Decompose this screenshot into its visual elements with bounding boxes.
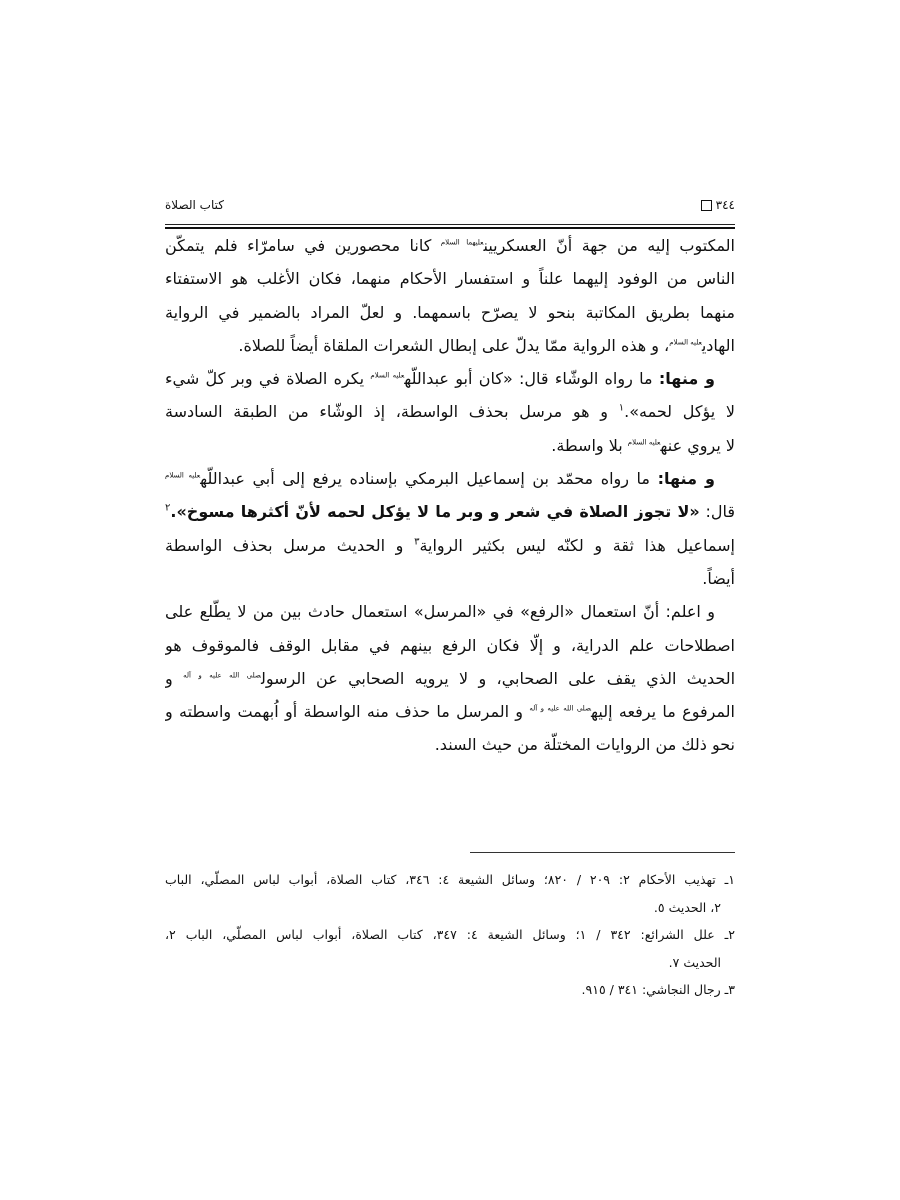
footnote-ref: ٣ [414,536,420,548]
footnote-ref: ١ [618,403,625,415]
text-segment: الناس من الوفود إليهما علناً و استفسار الأحكام منهما، فكان الأغلب هو الاستفتاء [165,269,735,289]
footnote-line: ١ـ تهذيب الأحكام ٢: ٢٠٩ / ٨٢٠؛ وسائل الشيعة ٤: ٣٤٦، كتاب الصلاة، أبواب لباس المصلّي، الباب [165,872,735,887]
honorific-symbol: عليه السلام [627,438,661,447]
text-line [165,329,735,362]
text-line [165,662,735,695]
text-line [165,429,735,462]
text-segment: أيضاً. [702,568,735,588]
text-segment: ما رواه الوشّاء قال: «كان أبو عبداللّه [404,369,659,389]
footnote-line: ٢ـ علل الشرائع: ٣٤٢ / ١؛ وسائل الشيعة ٤: ٣٤٧، كتاب الصلاة، أبواب لباس المصلّي، الباب ٢، [165,927,735,942]
text-segment: و المرسل ما حذف منه الواسطة أو اُبهمت واسطته و [165,702,530,722]
text-segment: الحديث الذي يقف على الصحابي، و لا يرويه الصحابي عن الرسول [260,668,735,688]
honorific-symbol: عليه السلام [165,471,201,480]
footnote-line: الحديث ٧. [668,954,721,970]
text-segment: قال: [699,502,735,522]
text-segment: منهما بطريق المكاتبة بنحو لا يصرّح باسمهما. و لعلّ المراد بالضمير في الرواية [165,302,735,322]
honorific-symbol: عليهما السلام [440,238,484,247]
text-line [165,562,735,595]
footnote-line: ٢، الحديث ٥. [653,899,721,915]
honorific-symbol: صلى الله عليه و آله [183,671,261,680]
text-line [165,529,735,562]
text-line [165,362,735,395]
bold-text: «لا تجوز الصلاة في شعر و وبر ما لا يؤكل لحمه لأنّ أكثرها مسوخ». [170,502,700,522]
footnote-ref: ٢ [165,503,171,515]
text-line [165,695,735,728]
square-ornament-icon [701,200,712,211]
text-segment: إسماعيل هذا ثقة و لكنّه ليس بكثير الرواية [419,535,735,555]
footnote-line: ٣ـ رجال النجاشي: ٣٤١ / ٩١٥. [581,982,735,997]
running-header [165,196,735,218]
footnotes [165,866,735,1004]
text-line [165,728,735,761]
text-segment: ما رواه محمّد بن إسماعيل البرمكي بإسناده يرفع إلى أبي عبداللّه [200,469,658,489]
footnote-separator [470,852,735,853]
main-text [165,229,735,762]
text-segment: ، و هذه الرواية ممّا يدلّ على إبطال الشعرات الملقاة أيضاً للصلاة. [238,335,670,355]
text-line [165,296,735,329]
text-segment: المرفوع ما يرفعه إليه [591,702,735,722]
text-line [165,629,735,662]
running-title: كتاب الصلاة [165,198,224,212]
text-segment: نحو ذلك من الروايات المختلّة من حيث السند. [434,735,735,755]
text-line [165,495,735,528]
text-line [165,229,735,262]
text-segment: و [165,668,184,688]
text-segment: المكتوب إليه من جهة أنّ العسكريين [483,236,735,255]
text-segment: بلا واسطة. [551,435,628,455]
text-line [165,262,735,295]
page-number-group [701,198,735,212]
bold-text: و منها: [657,469,715,489]
text-line [165,395,735,428]
text-segment: الهادي [701,335,735,355]
text-segment: كانا محصورين في سامرّاء فلم يتمكّن [165,236,441,255]
honorific-symbol: عليه السلام [669,338,702,347]
text-segment: و اعلم: أنّ استعمال «الرفع» في «المرسل» استعمال حادث بين من لا يطّلع على [165,602,715,622]
honorific-symbol: عليه السلام [370,371,405,380]
text-line [165,595,735,628]
header-rule-thin [165,224,735,225]
text-line [165,462,735,495]
text-segment: و هو مرسل بحذف الواسطة، إذ الوشّاء من الطبقة السادسة [165,402,619,422]
text-segment: اصطلاحات علم الدراية، و إلّا فكان الرفع بينهم في مقابل الوقف فالموقوف هو [165,635,735,655]
honorific-symbol: صلى الله عليه و آله [529,704,592,713]
text-segment: و الحديث مرسل بحذف الواسطة [165,535,415,555]
page-number: ٣٤٤ [715,198,735,212]
text-segment: لا يروي عنه [660,435,735,455]
text-segment: لا يؤكل لحمه». [624,402,735,422]
bold-text: و منها: [658,369,716,389]
text-segment: يكره الصلاة في وبر كلّ شيء [165,369,371,389]
